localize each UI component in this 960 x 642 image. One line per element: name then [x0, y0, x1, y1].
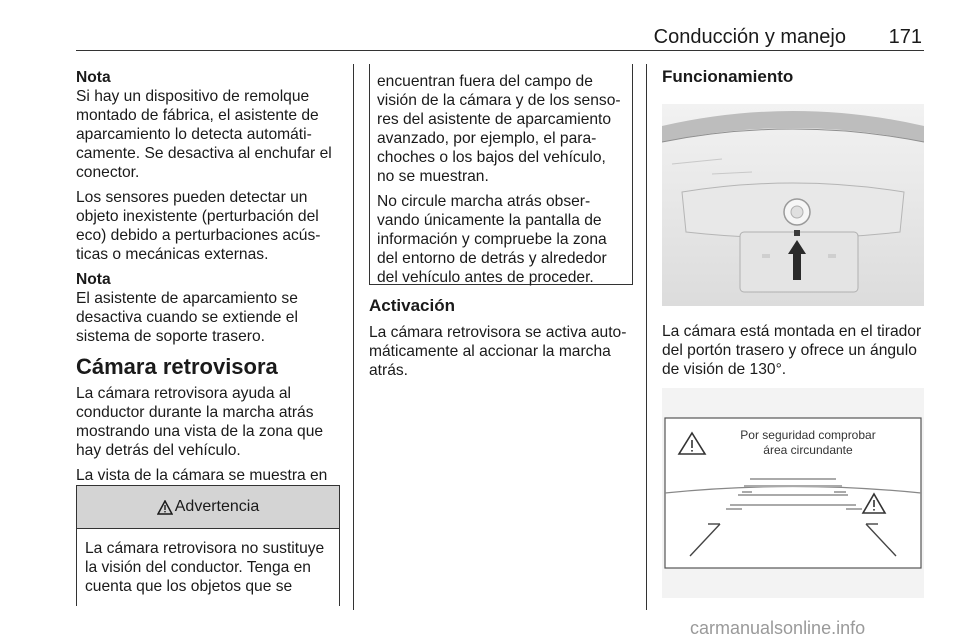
column-divider-2 [646, 64, 647, 610]
paragraph: La cámara está montada en el tirador del portón trasero y ofrece un ángulo de visión de 130°. [662, 323, 922, 378]
paragraph: La cámara retrovisora ayuda al conductor durante la marcha atrás mostrando una vista de la zona que hay detrás del vehículo. [76, 385, 324, 459]
section-heading: Activación [369, 296, 455, 315]
warning-title: Advertencia [174, 498, 260, 515]
note-text: El asistente de aparcamiento se desactiva cuando se extiende el sistema de soporte trasero. [76, 290, 298, 345]
page-number: 171 [888, 26, 922, 48]
note-label: Nota [76, 69, 111, 86]
tailgate-camera-illustration [662, 104, 924, 306]
paragraph: La vista de la cámara se muestra en [76, 467, 328, 484]
watermark: carmanualsonline.info [690, 618, 866, 638]
warning-icon [157, 500, 173, 515]
paragraph: encuentran fuera del campo de visión de la cámara y de los senso- res del asistente de aparcamiento avanzado, por ejemplo, el para- choches o los bajos del vehículo, no se muestran. [377, 73, 621, 185]
column-1 [76, 68, 338, 510]
warning-box-continued [369, 64, 633, 285]
column-3-text [662, 322, 924, 385]
section-heading: Funcionamiento [662, 67, 794, 86]
paragraph: La cámara retrovisora se activa auto- máticamente al accionar la marcha atrás. [369, 324, 627, 379]
column-3-heading [662, 66, 924, 94]
note-text: Si hay un dispositivo de remolque montado de fábrica, el asistente de aparcamiento lo detecta automáti- camente. Se desactiva al enchufar el conector. [76, 88, 332, 181]
note-1 [76, 68, 338, 182]
warning-text: La cámara retrovisora no sustituye la visión del conductor. Tenga en cuenta que los objetos que se [85, 540, 325, 595]
page-header [76, 28, 924, 51]
warning-box [76, 485, 340, 606]
section-heading: Cámara retrovisora [76, 354, 278, 379]
chapter-title: Conducción y manejo [653, 26, 846, 48]
camera-display-illustration [662, 388, 924, 598]
note-label: Nota [76, 271, 111, 288]
screen-message-line-2: área circundante [763, 443, 853, 457]
note-2 [76, 270, 338, 346]
paragraph: Los sensores pueden detectar un objeto inexistente (perturbación del eco) debido a perturbaciones acús- ticas o mecánicas externas. [76, 189, 321, 263]
column-divider-1 [353, 64, 354, 610]
paragraph: No circule marcha atrás obser- vando únicamente la pantalla de información y compruebe la zona del entorno de detrás y alrededor del vehículo antes de proceder. [377, 193, 607, 286]
column-2 [369, 295, 631, 386]
screen-message-line-1: Por seguridad comprobar [740, 428, 876, 442]
warning-header [77, 486, 339, 529]
